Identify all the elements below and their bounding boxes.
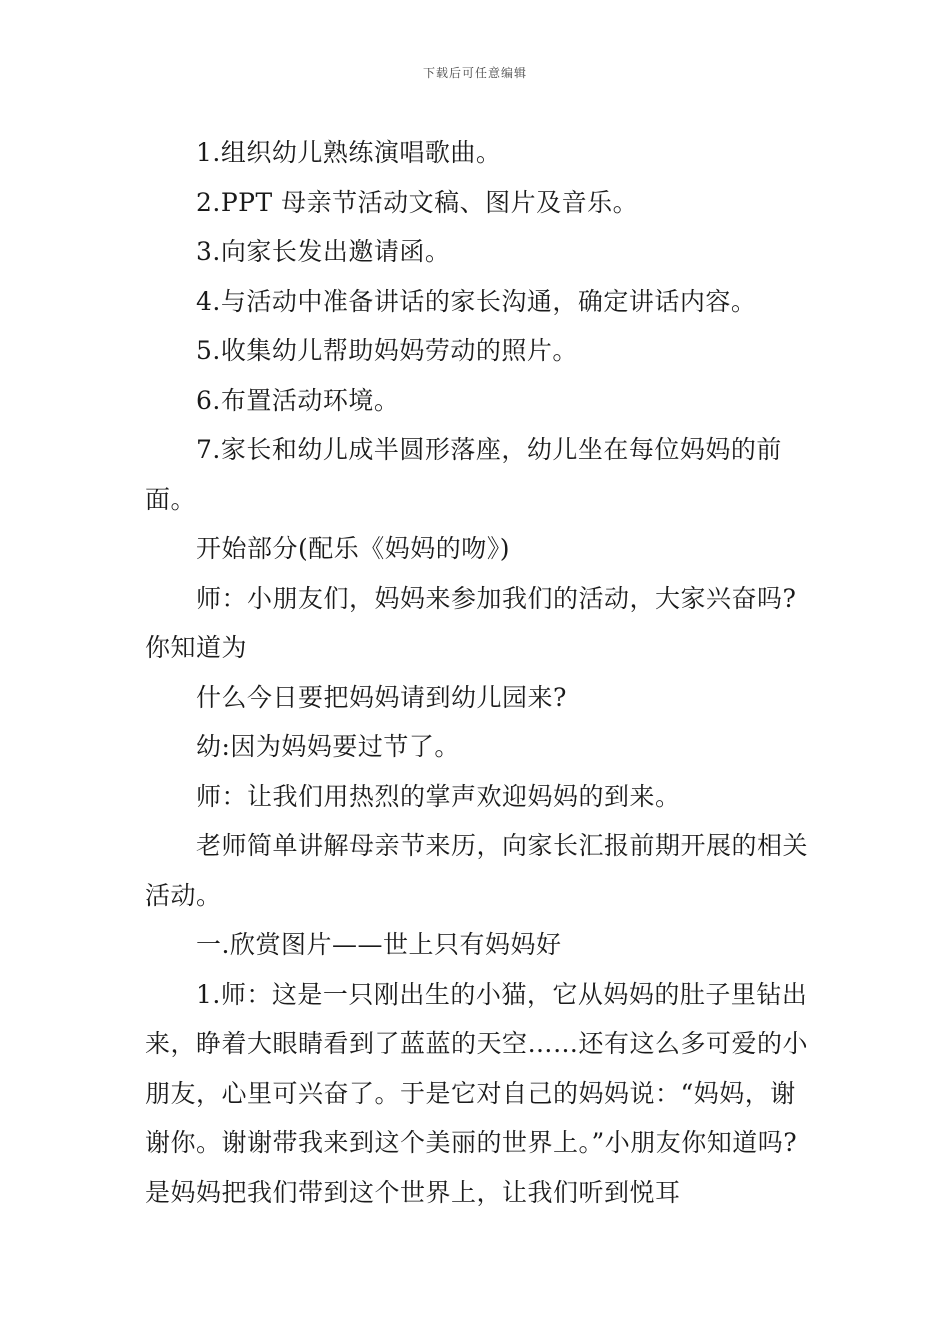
paragraph-prep-7: 7.家长和幼儿成半圆形落座，幼儿坐在每位妈妈的前面。: [145, 435, 782, 514]
paragraph-kitten-story: 1.师：这是一只刚出生的小猫，它从妈妈的肚子里钻出来，睁着大眼睛看到了蓝蓝的天空……还有这么多可爱的小朋友，心里可兴奋了。于是它对自己的妈妈说：“妈妈，谢谢你。谢谢带我来到这个美丽的世界上。”小朋友你知道吗?是妈妈把我们带到这个世界上，让我们听到悦耳: [145, 979, 809, 1207]
paragraph-opening-heading: 开始部分(配乐《妈妈的吻》): [196, 534, 511, 563]
header-note: 下载后可任意编辑: [422, 66, 527, 80]
paragraph-teacher-question-cont: 什么今日要把妈妈请到幼儿园来?: [196, 682, 567, 712]
paragraph-prep-1: 1.组织幼儿熟练演唱歌曲。: [196, 138, 502, 167]
paragraph-teacher-report: 老师简单讲解母亲节来历，向家长汇报前期开展的相关活动。: [145, 831, 809, 910]
paragraph-section-heading: 一.欣赏图片——世上只有妈妈好: [196, 930, 562, 959]
paragraph-prep-6: 6.布置活动环境。: [196, 385, 400, 415]
paragraph-prep-5: 5.收集幼儿帮助妈妈劳动的照片。: [196, 336, 578, 365]
paragraph-prep-3: 3.向家长发出邀请函。: [196, 237, 451, 266]
paragraph-prep-2: 2.PPT 母亲节活动文稿、图片及音乐。: [196, 187, 639, 217]
paragraph-prep-4: 4.与活动中准备讲话的家长沟通，确定讲话内容。: [196, 286, 757, 316]
document-body: [145, 128, 810, 1217]
paragraph-teacher-question: 师：小朋友们，妈妈来参加我们的活动，大家兴奋吗?你知道为: [145, 583, 797, 662]
paragraph-teacher-welcome: 师：让我们用热烈的掌声欢迎妈妈的到来。: [196, 781, 681, 811]
paragraph-child-answer: 幼:因为妈妈要过节了。: [196, 732, 460, 761]
